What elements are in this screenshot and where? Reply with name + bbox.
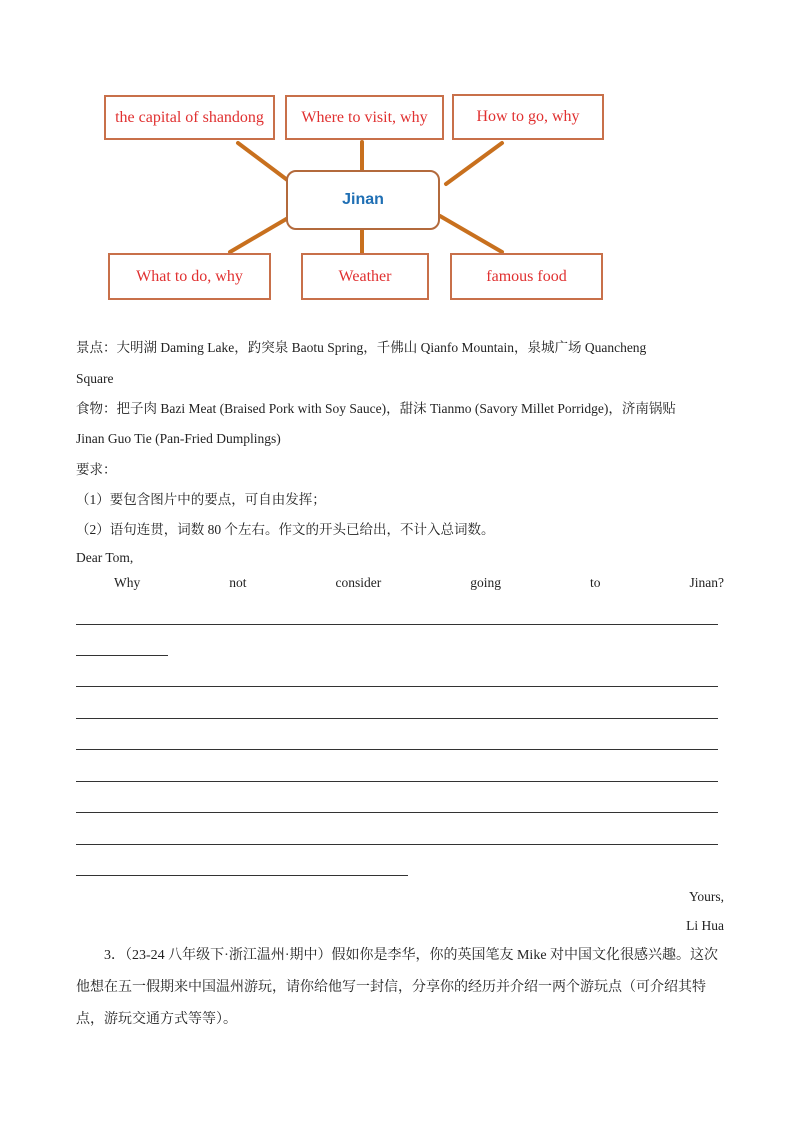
- center-node-label: Jinan: [342, 191, 384, 208]
- food-line-2: Jinan Guo Tie (Pan-Fried Dumplings): [76, 431, 281, 446]
- mind-map: [0, 0, 800, 320]
- connector-how: [446, 143, 502, 184]
- box-capital-label: the capital of shandong: [115, 108, 264, 126]
- closing: Yours,: [688, 889, 724, 904]
- writing-line[interactable]: [76, 686, 718, 687]
- box-where-to-visit: [285, 95, 444, 140]
- connector-food: [440, 216, 502, 252]
- opening-word: not: [229, 575, 247, 590]
- box-food-label: famous food: [486, 267, 567, 285]
- box-what-label: What to do, why: [136, 267, 243, 285]
- box-weather: [301, 253, 429, 300]
- opening-word: Jinan?: [689, 575, 724, 590]
- box-how-to-go: [452, 94, 604, 140]
- writing-line[interactable]: [76, 749, 718, 750]
- connector-capital: [238, 143, 290, 182]
- opening-word: consider: [335, 575, 382, 590]
- box-famous-food: [450, 253, 603, 300]
- writing-line[interactable]: [76, 844, 718, 845]
- opening-word: Why: [114, 575, 141, 590]
- food-line-1: 食物：把子肉 Bazi Meat (Braised Pork with Soy Sauce)，甜沫 Tianmo (Savory Millet Porridge)，济南锅贴: [76, 401, 676, 416]
- box-weather-label: Weather: [338, 267, 392, 285]
- box-where-label: Where to visit, why: [301, 108, 428, 126]
- box-what-to-do: [108, 253, 271, 300]
- writing-line[interactable]: [76, 655, 168, 656]
- spots-line-1: 景点：大明湖 Daming Lake，趵突泉 Baotu Spring，千佛山 Qianfo Mountain，泉城广场 Quancheng: [76, 340, 647, 355]
- signature: Li Hua: [686, 918, 724, 933]
- center-node: [286, 170, 440, 230]
- writing-line[interactable]: [76, 812, 718, 813]
- opening-word: to: [589, 575, 601, 590]
- writing-line[interactable]: [76, 875, 408, 876]
- requirement-1: （1）要包含图片中的要点，可自由发挥；: [76, 492, 326, 507]
- writing-line[interactable]: [76, 718, 718, 719]
- writing-line[interactable]: [76, 781, 718, 782]
- opening-sentence: [114, 575, 724, 591]
- writing-line[interactable]: [76, 624, 718, 625]
- salutation: Dear Tom,: [76, 550, 134, 565]
- opening-word: going: [470, 575, 501, 590]
- requirement-2: （2）语句连贯，词数 80 个左右。作文的开头已给出，不计入总词数。: [76, 522, 495, 537]
- box-capital: [104, 95, 275, 140]
- box-how-label: How to go, why: [476, 108, 580, 125]
- requirements-title: 要求：: [76, 462, 117, 477]
- connector-what: [230, 218, 288, 252]
- spots-line-2: Square: [76, 371, 114, 386]
- question-3: 3．（23-24 八年级下·浙江温州·期中）假如你是李华，你的英国笔友 Mike 对中国文化很感兴趣。这次他想在五一假期来中国温州游玩，请你给他写一封信，分享你的经历并介绍一两个游玩点（可介绍其特点，游玩交通方式等等）。: [76, 948, 719, 1027]
